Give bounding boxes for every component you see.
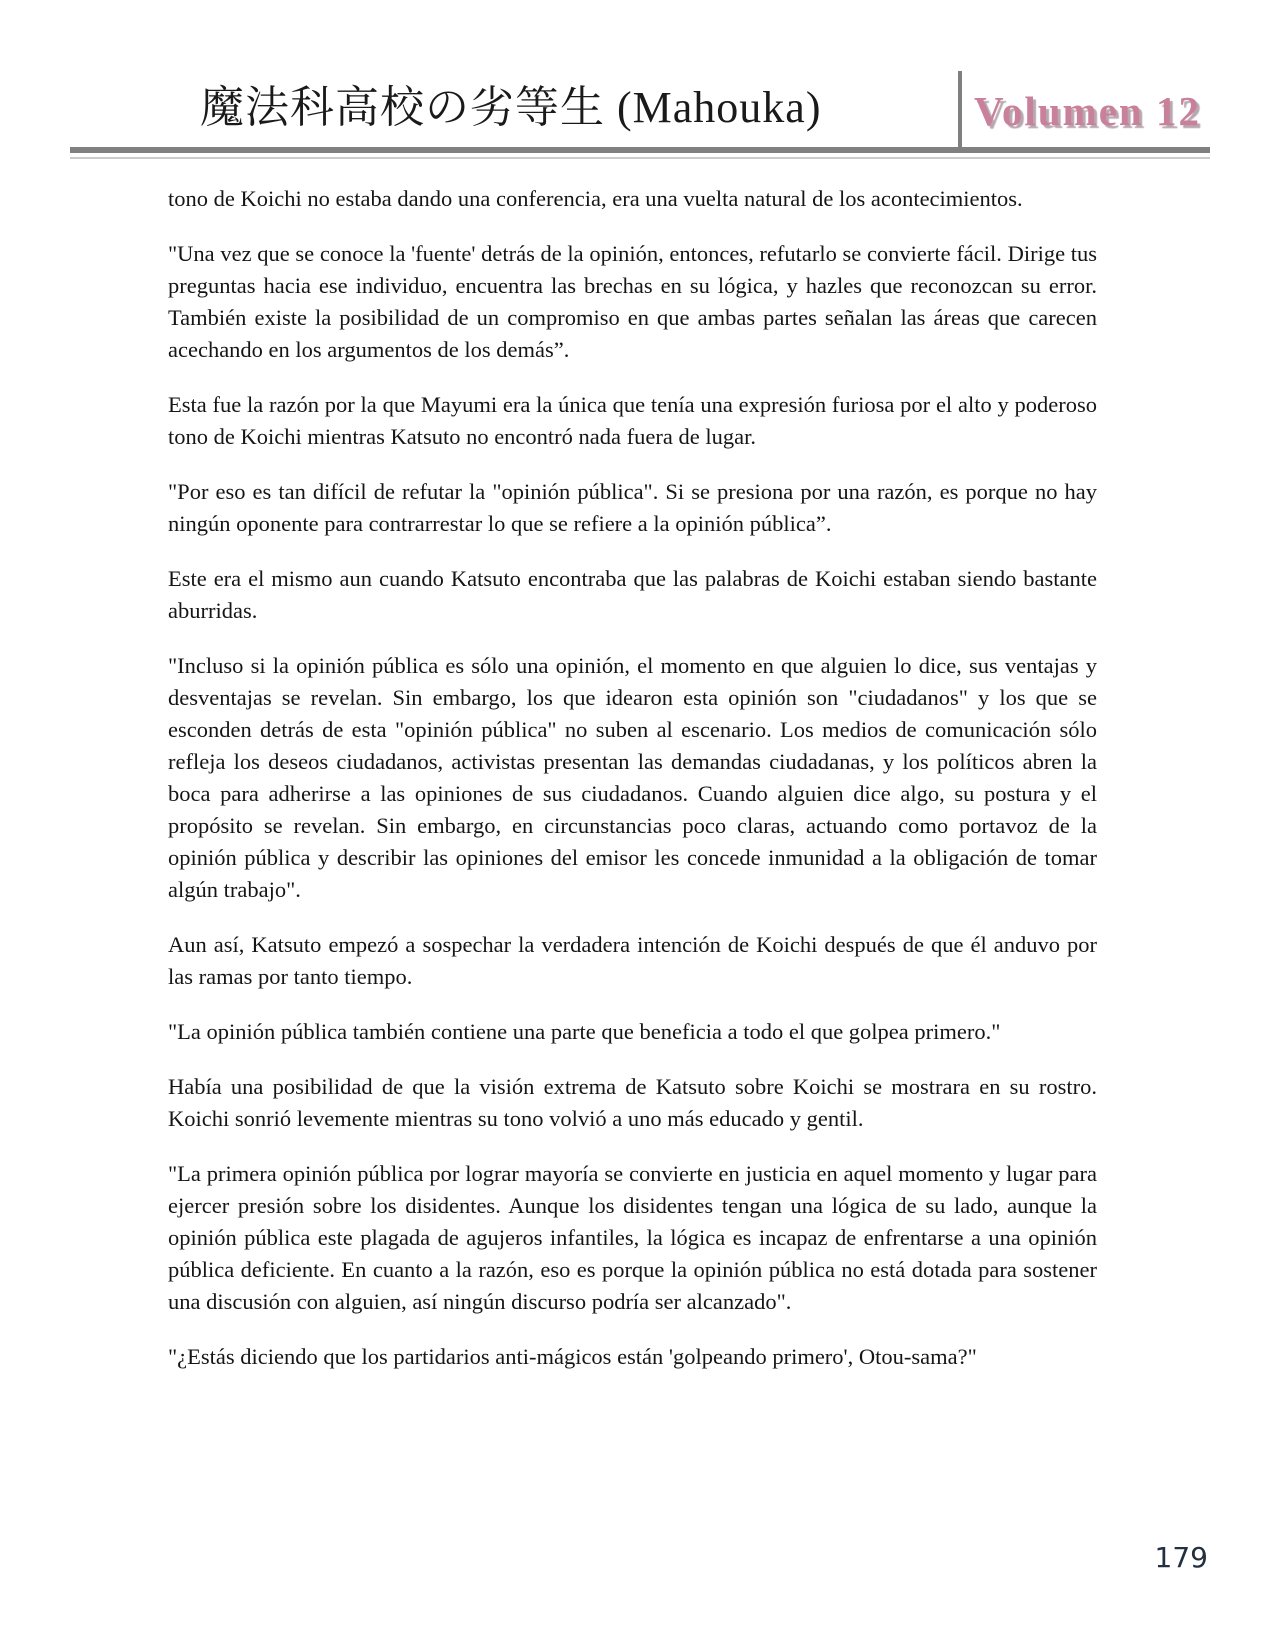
header-divider-bar [958, 71, 962, 150]
paragraph: "Una vez que se conoce la 'fuente' detrás de la opinión, entonces, refutarlo se convierte fácil. Dirige tus preguntas hacia ese individuo, encuentra las brechas en su lógica, y hazles que reconozcan su error. También existe la posibilidad de un compromiso en que ambas partes señalan las áreas que carecen acechando en los argumentos de los demás”. [168, 241, 1097, 362]
paragraph: Este era el mismo aun cuando Katsuto encontraba que las palabras de Koichi estaban siendo bastante aburridas. [168, 566, 1097, 623]
paragraph: Esta fue la razón por la que Mayumi era la única que tenía una expresión furiosa por el alto y poderoso tono de Koichi mientras Katsuto no encontró nada fuera de lugar. [168, 392, 1097, 449]
paragraph: "¿Estás diciendo que los partidarios anti-mágicos están 'golpeando primero', Otou-sama?" [168, 1344, 977, 1369]
paragraph: "Incluso si la opinión pública es sólo una opinión, el momento en que alguien lo dice, sus ventajas y desventajas se revelan. Sin embargo, los que idearon esta opinión son "ciudadanos" y los que se esconden detrás de esta "opinión pública" no suben al escenario. Los medios de comunicación sólo refleja los deseos ciudadanos, activistas presentan las demandas ciudadanas, y los políticos abren la boca para adherirse a las opiniones de sus ciudadanos. Cuando alguien dice algo, su postura y el propósito se revelan. Sin embargo, en circunstancias poco claras, actuando como portavoz de la opinión pública y describir las opiniones del emisor les concede inmunidad a la obligación de tomar algún trabajo". [168, 653, 1097, 902]
paragraph: "Por eso es tan difícil de refutar la "opinión pública". Si se presiona por una razón, es porque no hay ningún oponente para contrarrestar lo que se refiere a la opinión pública”. [168, 479, 1097, 536]
page-number: 179 [1154, 1541, 1208, 1574]
page-title: 魔法科高校の劣等生 (Mahouka) [200, 83, 822, 132]
paragraph: "La primera opinión pública por lograr mayoría se convierte en justicia en aquel momento y lugar para ejercer presión sobre los disidentes. Aunque los disidentes tengan una lógica de su lado, aunque la opinión pública este plagada de agujeros infantiles, la lógica es incapaz de enfrentarse a una opinión pública deficiente. En cuanto a la razón, eso es porque la opinión pública no está dotada para sostener una discusión con alguien, así ningún discurso podría ser alcanzado". [168, 1161, 1097, 1314]
paragraph: tono de Koichi no estaba dando una conferencia, era una vuelta natural de los acontecimientos. [168, 186, 1023, 211]
volume-label: Volumen 12 [974, 88, 1201, 134]
paragraph: Aun así, Katsuto empezó a sospechar la verdadera intención de Koichi después de que él anduvo por las ramas por tanto tiempo. [168, 932, 1097, 989]
header-rule [70, 147, 1210, 153]
body-text [168, 183, 1097, 1396]
paragraph: Había una posibilidad de que la visión extrema de Katsuto sobre Koichi se mostrara en su rostro. Koichi sonrió levemente mientras su tono volvió a uno más educado y gentil. [168, 1074, 1097, 1131]
paragraph: "La opinión pública también contiene una parte que beneficia a todo el que golpea primero." [168, 1019, 1001, 1044]
header-rule-thin-line [70, 157, 1210, 159]
